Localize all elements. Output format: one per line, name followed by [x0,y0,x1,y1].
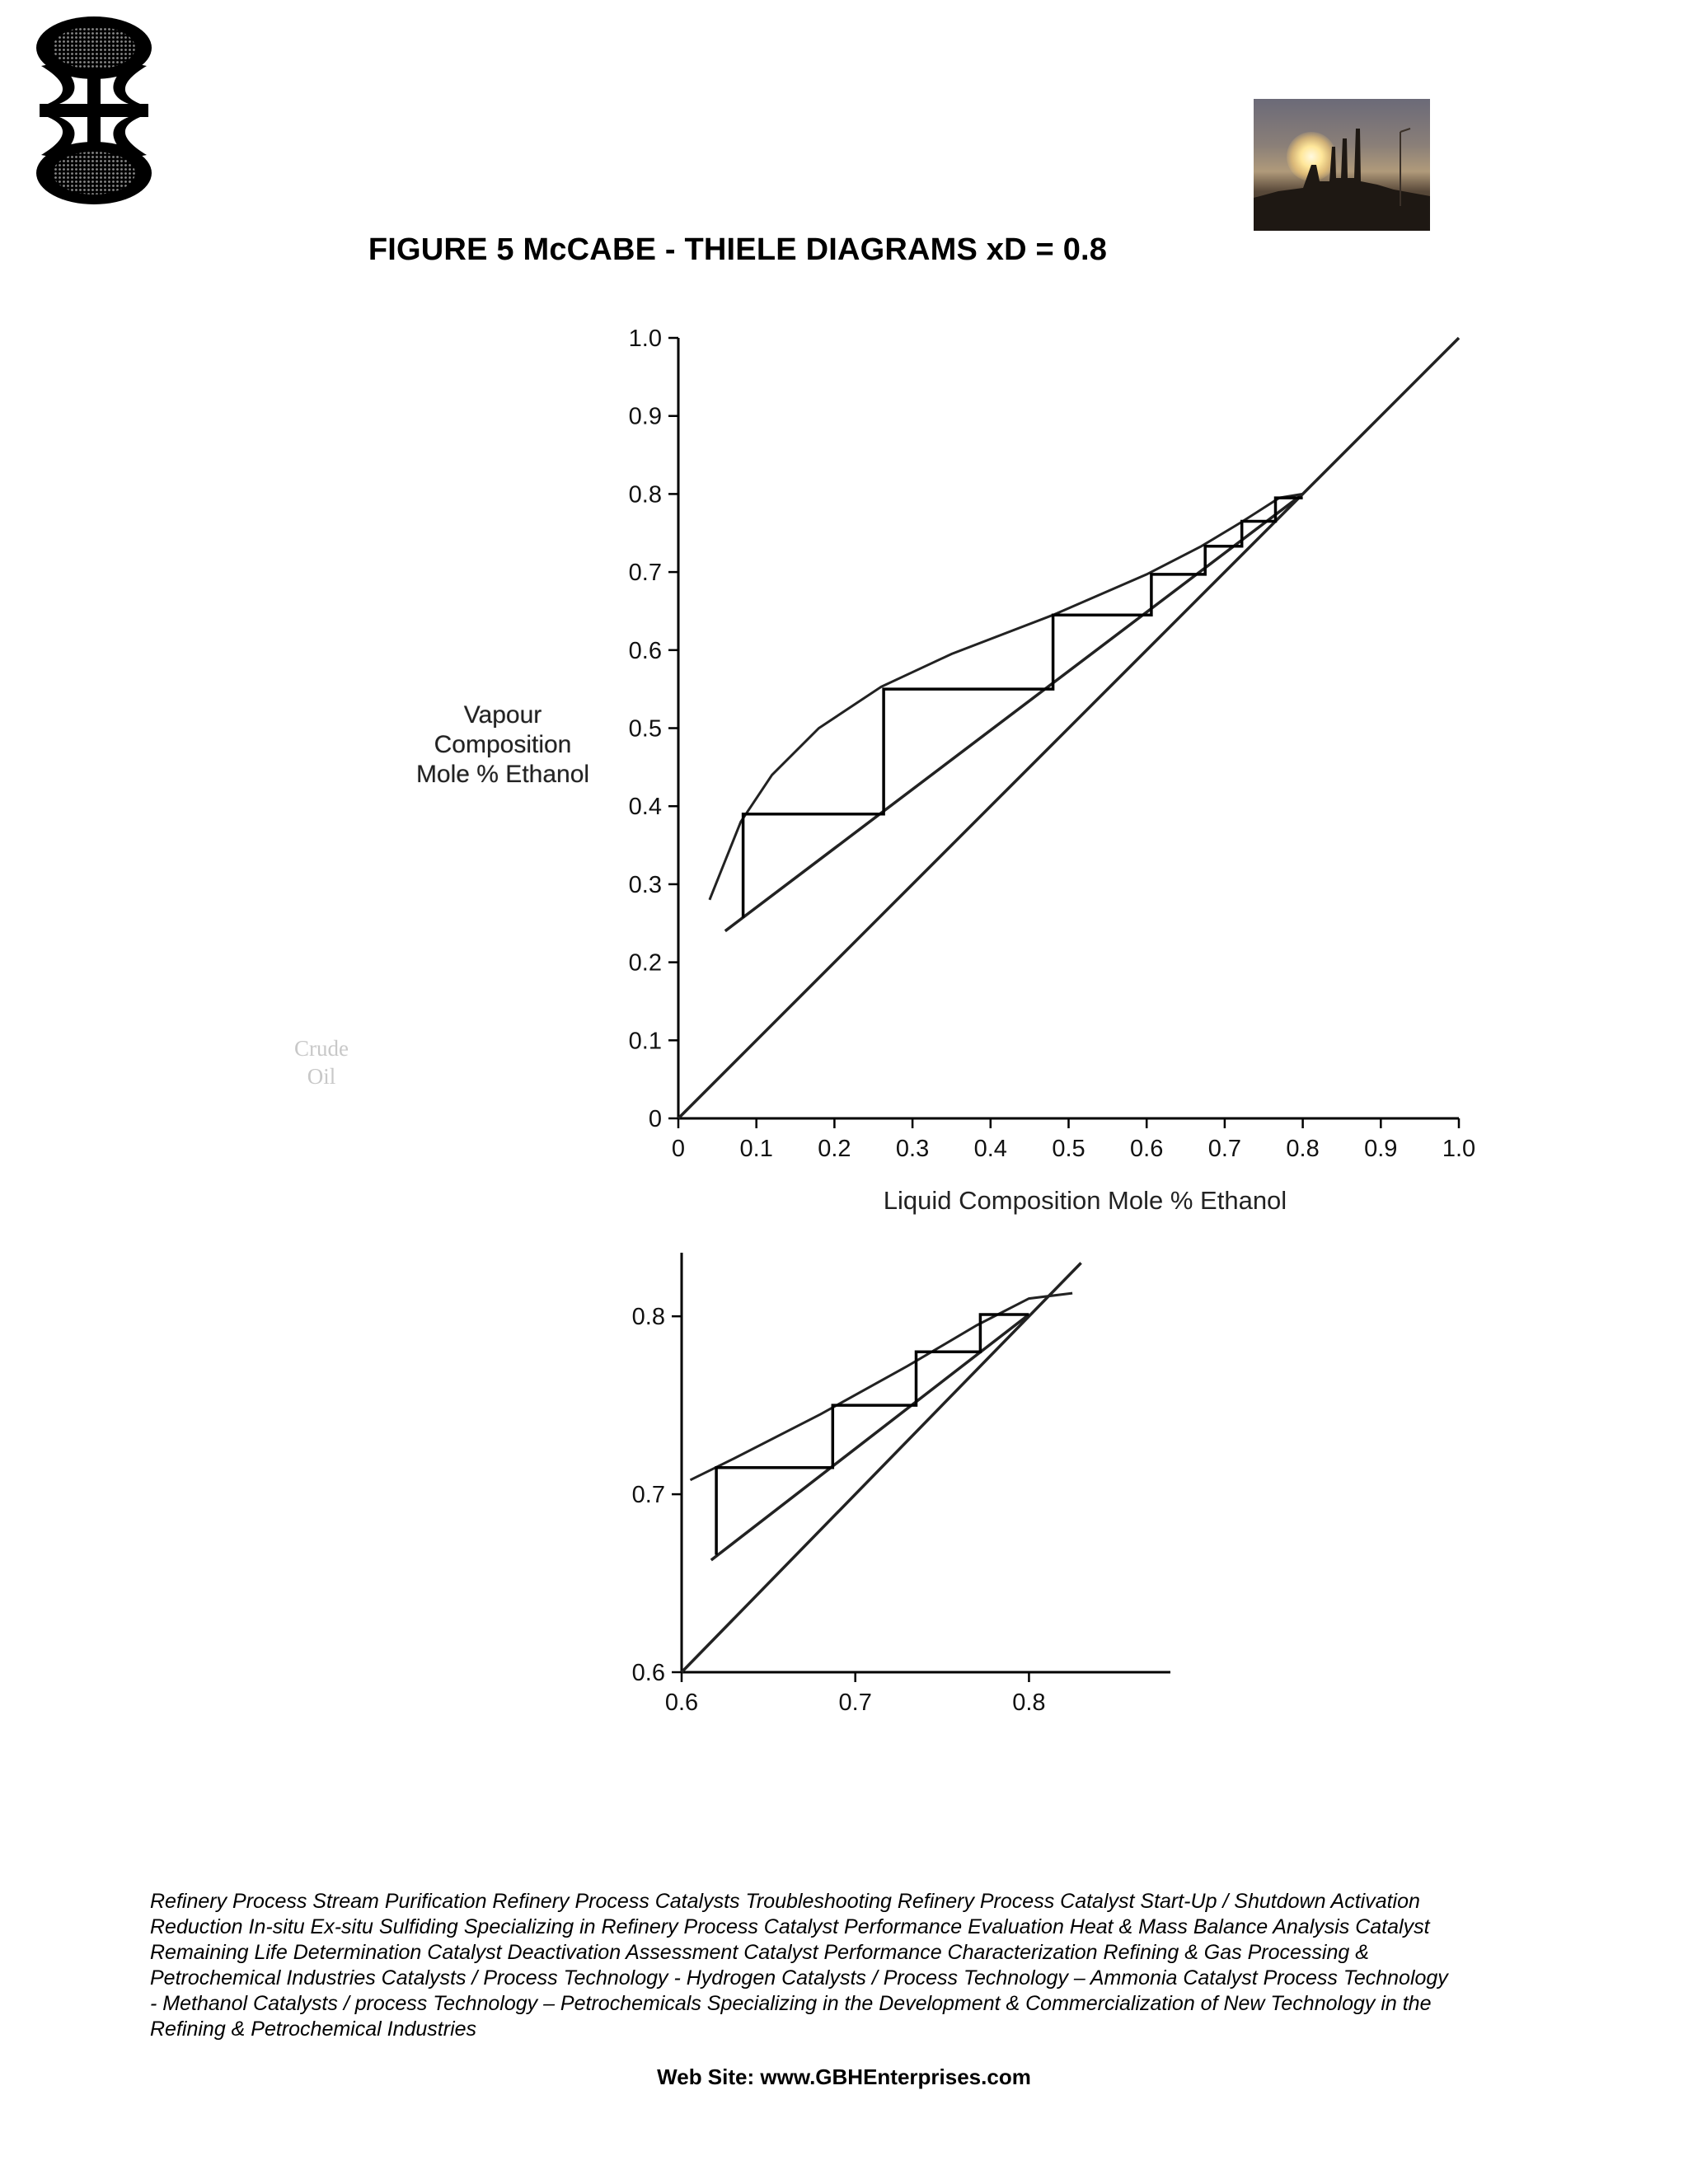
figure-title: FIGURE 5 McCABE - THIELE DIAGRAMS xD = 0.8 [368,232,1108,267]
x-tick-label: 0.7 [838,1690,872,1716]
x-tick-label: 0.5 [1052,1136,1085,1162]
y-tick-label: 0.7 [631,1482,665,1509]
x-tick-label: 0 [671,1136,686,1162]
x-tick-label: 0.6 [664,1690,699,1716]
x-tick-label: 0.9 [1364,1136,1398,1162]
y-axis-label [396,701,610,790]
x-tick-label: 0.8 [1012,1690,1046,1716]
x-tick-label: 0.3 [895,1136,930,1162]
operating-line-line [725,494,1303,930]
equilibrium-curve-line [691,1293,1073,1480]
x-tick-label: 0.7 [1207,1136,1242,1162]
y-tick-label: 0.7 [628,560,662,587]
y-axis-label-line-1: Vapour [463,701,542,729]
x-tick-label: 1.0 [1442,1136,1476,1162]
y-tick-label: 0.8 [628,481,662,509]
x-tick-label: 0.8 [1286,1136,1320,1162]
y-tick-label: 0.8 [631,1304,665,1331]
y-tick-label: 0.6 [628,637,662,664]
y-tick-label: 0.2 [628,949,662,977]
y-tick-label: 0 [648,1106,662,1132]
equilibrium-curve-line [710,494,1303,899]
website-link[interactable]: Web Site: www.GBHEnterprises.com [657,2064,1031,2089]
diagonal-line [678,338,1459,1118]
y-tick-label: 0.6 [631,1660,665,1686]
y-tick-label: 0.3 [628,871,662,898]
footer-services-text: Refinery Process Stream Purification Refinery Process Catalysts Troubleshooting Refinery Process Catalyst Start-Up / Shutdown Activation Reduction In-situ Ex-situ Sulfiding Specializing in Refinery Process Catalyst Performance Evaluation Heat & Mass Balance Analysis Catalyst Remaining Life Determination Catalyst Deactivation Assessment Catalyst Performance Characterization Refining & Gas Processing & Petrochemical Industries Catalysts / Process Technology - Hydrogen Catalysts / Process Technology – Ammonia Catalyst Process Technology - Methanol Catalysts / process Technology – Petrochemicals Specializing in the Development & Commercialization of New Technology in the Refining & Petrochemical Industries [150,1890,1448,2041]
watermark-line-1: Crude [294,1036,349,1061]
mccabe-thiele-inset-chart [0,1236,1688,1764]
y-tick-label: 0.5 [628,715,662,743]
x-tick-label: 0.2 [818,1136,851,1162]
y-axis-label-line-3: Mole % Ethanol [415,761,590,788]
x-tick-label: 0.6 [1130,1136,1164,1162]
watermark-line-2: Oil [307,1064,336,1089]
y-axis-label-line-2: Composition [434,731,572,758]
x-tick-label: 0.1 [739,1136,773,1162]
crude-oil-watermark [272,1034,371,1090]
y-tick-label: 1.0 [628,326,662,352]
y-tick-label: 0.1 [628,1028,662,1055]
y-tick-label: 0.4 [628,794,662,821]
x-axis-label: Liquid Composition Mole % Ethanol [883,1186,1287,1215]
y-tick-label: 0.9 [628,403,662,430]
x-tick-label: 0.4 [973,1136,1007,1162]
